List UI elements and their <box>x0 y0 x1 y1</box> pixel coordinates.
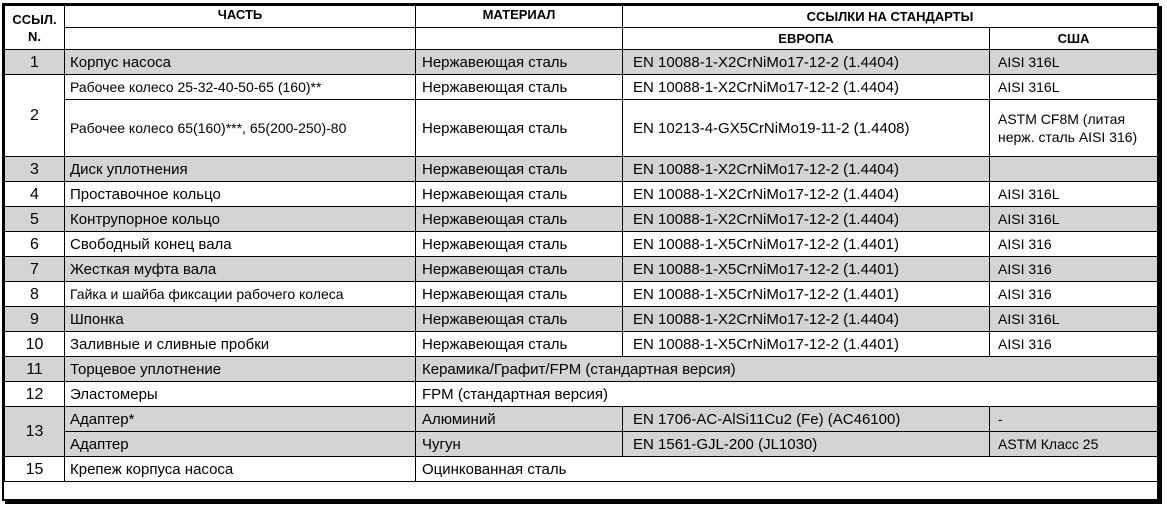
material: Нержавеющая сталь <box>416 257 623 282</box>
material: Алюминий <box>416 407 623 432</box>
usa-standard: ASTM Класс 25 <box>990 432 1158 457</box>
europe-standard: EN 10088-1-X2CrNiMo17-12-2 (1.4404) <box>623 182 990 207</box>
usa-header: США <box>990 28 1158 50</box>
material: Чугун <box>416 432 623 457</box>
ref-header: ССЫЛ. N. <box>5 6 65 50</box>
part-name: Торцевое уплотнение <box>65 357 416 382</box>
table-row <box>5 207 1158 232</box>
part-name: Адаптер <box>65 432 416 457</box>
part-name: Эластомеры <box>65 382 416 407</box>
ref-number: 11 <box>5 357 65 382</box>
table-row <box>5 257 1158 282</box>
part-name: Крепеж корпуса насоса <box>65 457 416 482</box>
europe-header: ЕВРОПА <box>623 28 990 50</box>
table-row <box>5 457 1158 482</box>
material-header: МАТЕРИАЛ <box>416 6 623 28</box>
usa-standard: AISI 316 <box>990 282 1158 307</box>
part-name: Рабочее колесо 65(160)***, 65(200-250)-80 <box>65 100 416 157</box>
europe-standard: EN 10088-1-X2CrNiMo17-12-2 (1.4404) <box>623 207 990 232</box>
europe-standard: EN 1706-AC-AlSi11Cu2 (Fe) (AC46100) <box>623 407 990 432</box>
material: Нержавеющая сталь <box>416 100 623 157</box>
table-row <box>5 75 1158 100</box>
europe-standard: EN 10088-1-X2CrNiMo17-12-2 (1.4404) <box>623 50 990 75</box>
part-name: Свободный конец вала <box>65 232 416 257</box>
ref-number: 4 <box>5 182 65 207</box>
table-row <box>5 382 1158 407</box>
ref-number: 10 <box>5 332 65 357</box>
part-name: Жесткая муфта вала <box>65 257 416 282</box>
europe-standard: EN 1561-GJL-200 (JL1030) <box>623 432 990 457</box>
usa-standard: AISI 316 <box>990 257 1158 282</box>
ref-number: 8 <box>5 282 65 307</box>
material: Нержавеющая сталь <box>416 307 623 332</box>
material: FPM (стандартная версия) <box>416 382 1158 407</box>
europe-standard: EN 10213-4-GX5CrNiMo19-11-2 (1.4408) <box>623 100 990 157</box>
part-header: ЧАСТЬ <box>65 6 416 28</box>
europe-standard: EN 10088-1-X5CrNiMo17-12-2 (1.4401) <box>623 332 990 357</box>
ref-number: 13 <box>5 407 65 457</box>
usa-standard: - <box>990 407 1158 432</box>
ref-number: 1 <box>5 50 65 75</box>
material-header-blank <box>416 28 623 50</box>
usa-standard: ASTM CF8M (литая нерж. сталь AISI 316) <box>990 100 1158 157</box>
table-row <box>5 50 1158 75</box>
table-row <box>5 432 1158 457</box>
material: Оцинкованная сталь <box>416 457 1158 482</box>
europe-standard: EN 10088-1-X2CrNiMo17-12-2 (1.4404) <box>623 157 990 182</box>
table-row <box>5 357 1158 382</box>
material: Керамика/Графит/FPM (стандартная версия) <box>416 357 1158 382</box>
material: Нержавеющая сталь <box>416 75 623 100</box>
part-name: Рабочее колесо 25-32-40-50-65 (160)** <box>65 75 416 100</box>
part-name: Диск уплотнения <box>65 157 416 182</box>
europe-standard: EN 10088-1-X5CrNiMo17-12-2 (1.4401) <box>623 232 990 257</box>
material: Нержавеющая сталь <box>416 207 623 232</box>
usa-standard: AISI 316L <box>990 50 1158 75</box>
material: Нержавеющая сталь <box>416 232 623 257</box>
part-name: Корпус насоса <box>65 50 416 75</box>
table-row <box>5 232 1158 257</box>
part-header-blank <box>65 28 416 50</box>
table-row <box>5 307 1158 332</box>
table-row <box>5 407 1158 432</box>
ref-number: 15 <box>5 457 65 482</box>
standards-header: ССЫЛКИ НА СТАНДАРТЫ <box>623 6 1158 28</box>
ref-number: 2 <box>5 75 65 157</box>
usa-standard: AISI 316L <box>990 207 1158 232</box>
part-name: Шпонка <box>65 307 416 332</box>
europe-standard: EN 10088-1-X5CrNiMo17-12-2 (1.4401) <box>623 257 990 282</box>
part-name: Заливные и сливные пробки <box>65 332 416 357</box>
material: Нержавеющая сталь <box>416 282 623 307</box>
material: Нержавеющая сталь <box>416 50 623 75</box>
ref-number: 7 <box>5 257 65 282</box>
ref-number: 9 <box>5 307 65 332</box>
part-name: Контрупорное кольцо <box>65 207 416 232</box>
table-row <box>5 157 1158 182</box>
usa-standard: AISI 316L <box>990 307 1158 332</box>
material: Нержавеющая сталь <box>416 332 623 357</box>
usa-standard: AISI 316L <box>990 75 1158 100</box>
part-name: Гайка и шайба фиксации рабочего колеса <box>65 282 416 307</box>
table-row <box>5 332 1158 357</box>
material: Нержавеющая сталь <box>416 157 623 182</box>
part-name: Адаптер* <box>65 407 416 432</box>
ref-number: 3 <box>5 157 65 182</box>
usa-standard <box>990 157 1158 182</box>
table-row <box>5 282 1158 307</box>
table-row <box>5 100 1158 157</box>
europe-standard: EN 10088-1-X2CrNiMo17-12-2 (1.4404) <box>623 307 990 332</box>
ref-number: 5 <box>5 207 65 232</box>
usa-standard: AISI 316 <box>990 332 1158 357</box>
europe-standard: EN 10088-1-X5CrNiMo17-12-2 (1.4401) <box>623 282 990 307</box>
materials-table <box>4 5 1158 482</box>
usa-standard: AISI 316L <box>990 182 1158 207</box>
ref-number: 12 <box>5 382 65 407</box>
table-row <box>5 182 1158 207</box>
material: Нержавеющая сталь <box>416 182 623 207</box>
usa-standard: AISI 316 <box>990 232 1158 257</box>
ref-number: 6 <box>5 232 65 257</box>
part-name: Проставочное кольцо <box>65 182 416 207</box>
europe-standard: EN 10088-1-X2CrNiMo17-12-2 (1.4404) <box>623 75 990 100</box>
